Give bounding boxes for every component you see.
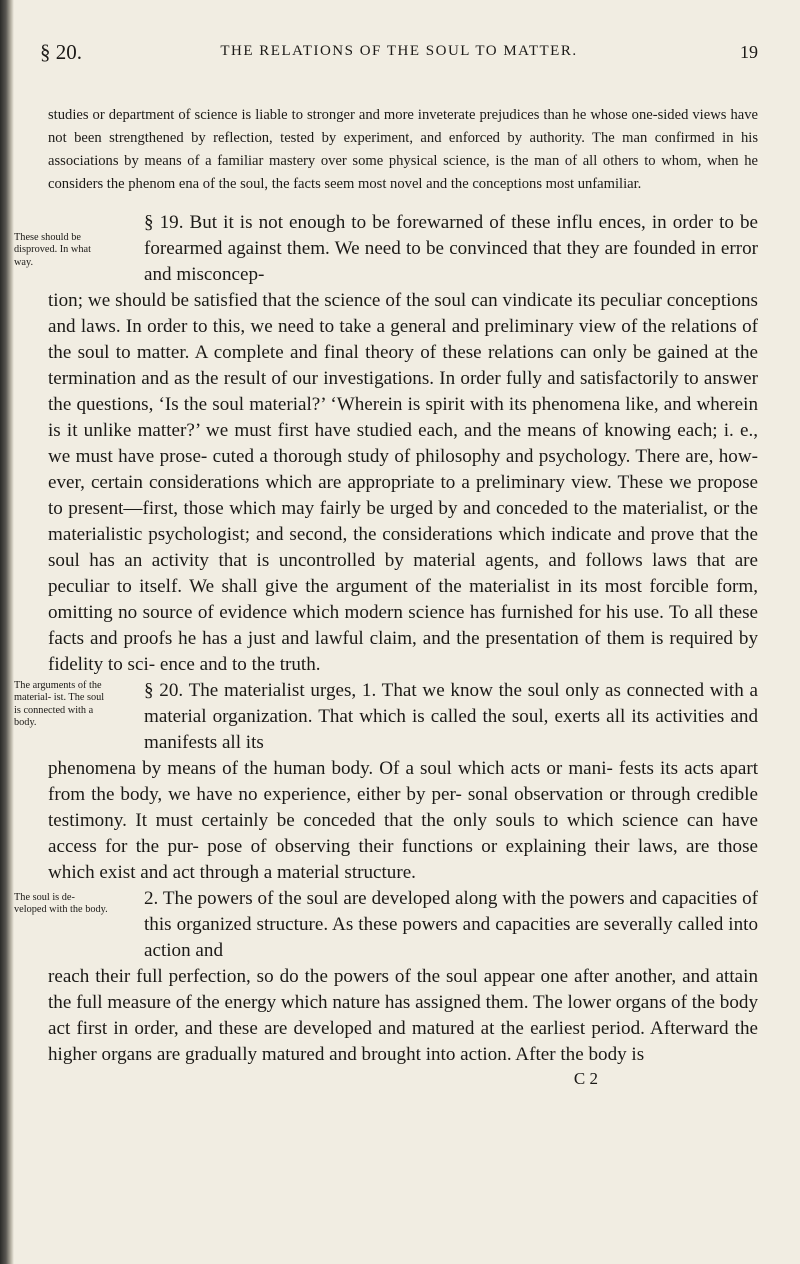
signature-mark: C 2 xyxy=(573,1069,598,1088)
running-head-title: THE RELATIONS OF THE SOUL TO MATTER. xyxy=(220,43,578,59)
sidenote-section-19: These should be disproved. In what way. xyxy=(14,232,91,268)
point-2-lead: 2. The powers of the soul are developed along with the powers and capacities of this organized structure. As these powers and capacities are severally called into action and xyxy=(144,888,758,961)
sidenote-section-20: The arguments of the material- ist. The soul is connected with a body. xyxy=(14,680,105,728)
running-head-section: § 20. xyxy=(40,40,82,64)
book-binding-edge xyxy=(0,0,14,1264)
intro-paragraph: studies or department of science is liable to stronger and more inveterate prejudices than he whose one-sided views have not been strengthened by reflection, tested by experiment, and enforced by authority. The man confirmed in his associations by means of a familiar mastery over some physical science, is the man of all others to whom, when he considers the phenom ena of the soul, the facts seem most novel and the conceptions most unfamiliar. xyxy=(48,107,758,192)
section-20-lead: § 20. The materialist urges, 1. That we know the soul only as connected with a material organization. That which is called the soul, exerts all its activities and manifests all its xyxy=(144,680,758,753)
running-head xyxy=(40,40,758,74)
book-page xyxy=(14,40,758,1090)
section-19 xyxy=(14,210,758,678)
point-2 xyxy=(14,886,758,1068)
section-20-body: phenomena by means of the human body. Of a soul which acts or mani- fests its acts apart from the body, we have no experience, either by per- sonal observation or through credible testimony. It must certainly be conceded that the only souls to which science can have access for the pur- pose of observing their functions or explaining their laws, are those which exist and act through a material structure. xyxy=(48,758,758,883)
sidenote-point-2: The soul is de- veloped with the body. xyxy=(14,892,108,916)
section-20 xyxy=(14,678,758,886)
section-19-body: tion; we should be satisfied that the science of the soul can vindicate its peculiar conceptions and laws. In order to this, we need to take a general and preliminary view of the relations of the soul to matter. A complete and final theory of these relations can only be gained at the termination and as the result of our investigations. In order fully and satisfactorily to answer the questions, ‘Is the soul material?’ ‘Wherein is spirit with its phenomena like, and wherein is it unlike matter?’ we must first have studied each, and the means of knowing each; i. e., we must have prose- cuted a thorough study of philosophy and psychology. There are, how- ever, certain considerations which are appropriate to a preliminary view. These we propose to present—first, those which may fairly be urged by and conceded to the materialist, or the materialistic psychologist; and second, the considerations which indicate and prove that the soul has an activity that is uncontrolled by material agents, and follows laws that are peculiar to itself. We shall give the argument of the materialist in its most forcible form, omitting no source of evidence which modern science has furnished for his use. To all these facts and proofs he has a just and lawful claim, and the presentation of them is required by fidelity to sci- ence and to the truth. xyxy=(48,290,758,675)
section-19-lead: § 19. But it is not enough to be forewarned of these influ ences, in order to be forearmed against them. We need to be convinced that they are founded in error and misconcep- xyxy=(144,212,758,285)
point-2-body: reach their full perfection, so do the powers of the soul appear one after another, and attain the full measure of the energy which nature has assigned them. The lower organs of the body act first in order, and these are developed and matured at the earliest period. Afterward the higher organs are gradually matured and brought into action. After the body is xyxy=(48,966,758,1065)
page-number: 19 xyxy=(740,42,758,62)
